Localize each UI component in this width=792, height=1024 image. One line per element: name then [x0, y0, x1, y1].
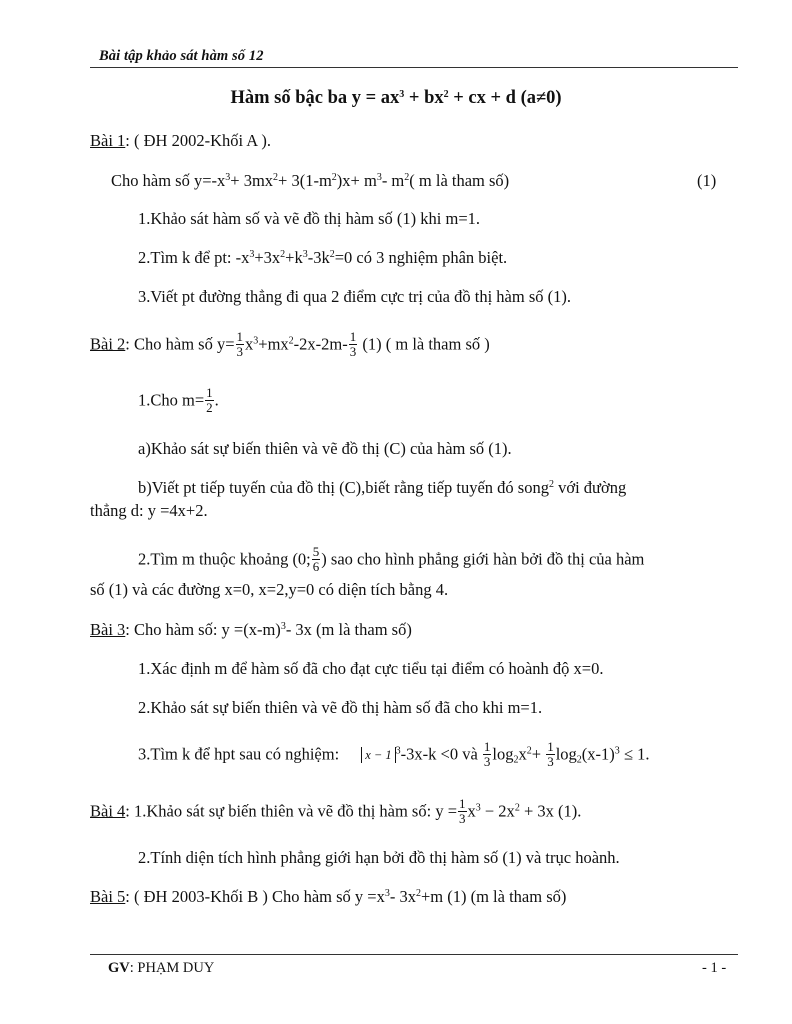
header-rule [90, 67, 738, 68]
fraction: $\frac{1}{3}$ [547, 739, 554, 769]
exercise-1-heading: Bài 1: ( ĐH 2002-Khối A ). [90, 131, 272, 150]
fraction: $\frac{1}{3}$ [483, 739, 491, 769]
exercise-1-question-2: 2.Tìm k để pt: $-x^3+3x^2+k^3-3k^2=0$ có 3 nghiệm phân biệt. [138, 248, 508, 267]
fraction: $\frac{1}{3}$ [236, 329, 244, 359]
running-header: Bài tập khảo sát hàm số 12 [99, 48, 264, 64]
exercise-2-question-1b: b)Viết pt tiếp tuyến của đồ thị (C),biết rằng tiếp tuyến đó song$^2$ với đường [138, 478, 627, 497]
absolute-value: x − 1 [361, 747, 395, 763]
exercise-3-question-3: 3.Tìm k để hpt sau có nghiệm: x − 1 $^3$-3x-k <0 và $\frac{1}{3}$ $\log_2x^2+$ $\frac{1}{3}$ $\log_2(x-1)^3 \le 1$. [138, 739, 650, 769]
exercise-3-label: Bài 3 [90, 620, 126, 639]
exercise-5-label: Bài 5 [90, 887, 126, 906]
exercise-1-label: Bài 1 [90, 131, 126, 150]
footer-rule [90, 954, 738, 955]
page-number: - 1 - [702, 960, 727, 976]
exercise-4-label: Bài 4 [90, 801, 126, 821]
exercise-1-question-3: 3.Viết pt đường thẳng đi qua 2 điểm cực trị của đồ thị hàm số (1). [138, 287, 571, 306]
exercise-2-question-2-continued: số (1) và các đường x=0, x=2,y=0 có diện tích bằng 4. [90, 580, 449, 599]
exercise-4-statement: Bài 4: 1.Khảo sát sự biến thiên và vẽ đồ thị hàm số: y = $\frac{1}{3}$ $x^3 - 2x^2 + 3x$ (1). [90, 796, 582, 826]
footer-teacher: GV: PHẠM DUY [108, 960, 215, 976]
fraction: $\frac{5}{6}$ [312, 544, 320, 574]
exercise-2-question-1b-continued: thẳng d: y =4x+2. [90, 501, 208, 520]
equation-number: (1) [697, 171, 717, 190]
exercise-2-question-1: 1.Cho m= $\frac{1}{2}$ . [138, 385, 219, 415]
fraction: $\frac{1}{3}$ [349, 329, 357, 359]
fraction: $\frac{1}{2}$ [206, 385, 213, 415]
exercise-3-question-1: 1.Xác định m để hàm số đã cho đạt cực tiểu tại điểm có hoành độ x=0. [138, 659, 604, 678]
fraction: $\frac{1}{3}$ [459, 796, 466, 826]
exercise-2-question-2: 2.Tìm m thuộc khoảng (0; $\frac{5}{6}$ ) sao cho hình phẳng giới hàn bởi đồ thị của hàm [138, 544, 645, 574]
exercise-3-question-2: 2.Khảo sát sự biến thiên và vẽ đồ thị hàm số đã cho khi m=1. [138, 698, 543, 717]
exercise-2-statement: Bài 2: Cho hàm số y= $\frac{1}{3}$ $x^3+mx^2-2x-2m-$ $\frac{1}{3}$ (1) ( m là tham số ) [90, 329, 490, 359]
exercise-2-label: Bài 2 [90, 334, 126, 354]
exercise-4-question-2: 2.Tính diện tích hình phẳng giới hạn bởi đồ thị hàm số (1) và trục hoành. [138, 848, 620, 867]
exercise-5-statement: Bài 5: ( ĐH 2003-Khối B ) Cho hàm số $y =x^3-$ $3x^2+m$ (1) (m là tham số) [90, 887, 567, 906]
exercise-1-question-1: 1.Khảo sát hàm số và vẽ đồ thị hàm số (1) khi m=1. [138, 209, 481, 228]
exercise-3-statement: Bài 3: Cho hàm số: $y =(x-m)^3-$ 3x (m là tham số) [90, 620, 412, 639]
exercise-2-question-1a: a)Khảo sát sự biến thiên và vẽ đồ thị (C) của hàm số (1). [138, 439, 512, 458]
exercise-1-statement: Cho hàm số $y=-x^3+ 3mx^2+ 3(1-m^2)x+ m^3-$ $m^2$( m là tham số) [111, 171, 510, 190]
page-title: Hàm số bậc ba $y = ax^3 + bx^2$ + cx + d (a≠0) [230, 88, 562, 108]
